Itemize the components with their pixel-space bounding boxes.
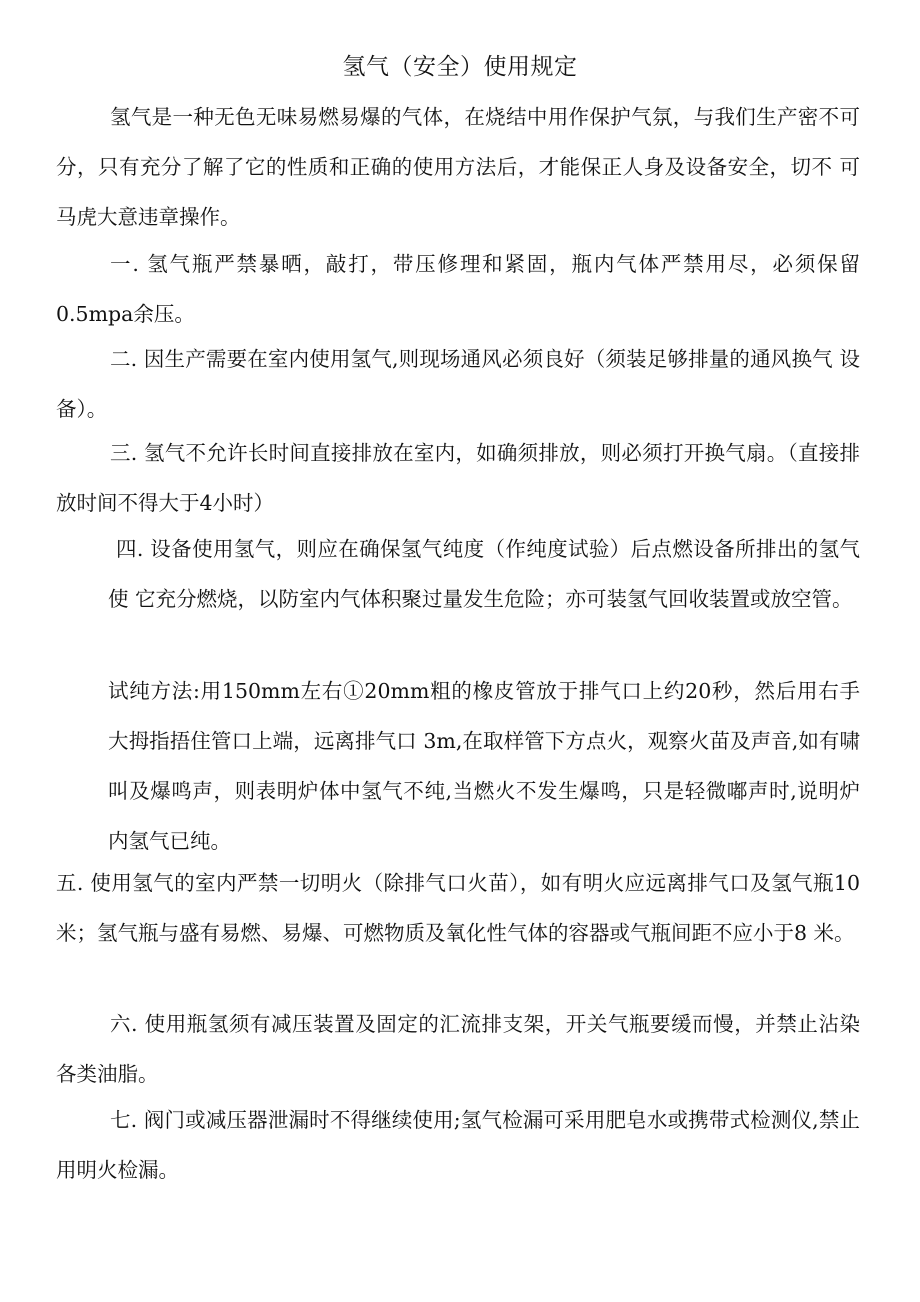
purity-test-paragraph: 试纯方法:用150mm左右①20mm粗的橡皮管放于排气口上约20秒，然后用右手 大拇指捂住管口上端，远离排气口 3m,在取样管下方点火，观察火苗及声音,如有啸叫及爆鸣声，则表明炉体中氢气不纯,当燃火不发生爆鸣，只是轻微嘟声时,说明炉 内氢气已纯。 [108,679,860,853]
rule-6-paragraph: 六. 使用瓶氢须有减压装置及固定的汇流排支架，开关气瓶要缓而慢，并禁止沾染 各类油脂。 [56,1012,860,1086]
rule-7-paragraph: 七. 阀门或减压器泄漏时不得继续使用;氢气检漏可采用肥皂水或携带式检测仪,禁止用明火检漏。 [56,1108,860,1182]
rule-1-paragraph: 一. 氢气瓶严禁暴晒，敲打，带压修理和紧固，瓶内气体严禁用尽，必须保留0.5mpa余压。 [56,252,860,326]
rule-3-paragraph: 三. 氢气不允许长时间直接排放在室内，如确须排放，则必须打开换气扇。（直接排 放时间不得大于4小时） [56,441,860,515]
rule-5-paragraph: 五. 使用氢气的室内严禁一切明火（除排气口火苗），如有明火应远离排气口及氢气瓶10 米；氢气瓶与盛有易燃、易爆、可燃物质及氧化性气体的容器或气瓶间距不应小于8 米。 [56,871,860,945]
rule-4-paragraph: 四. 设备使用氢气，则应在确保氢气纯度（作纯度试验）后点燃设备所排出的氢气使 它充分燃烧，以防室内气体积聚过量发生危险；亦可装氢气回收装置或放空管。 [108,537,860,611]
document-title: 氢气（安全）使用规定 [342,54,578,80]
intro-paragraph: 氢气是一种无色无味易燃易爆的气体，在烧结中用作保护气氛，与我们生产密不可分，只有充分了解了它的性质和正确的使用方法后，才能保正人身及设备安全，切不 可马虎大意违章操作。 [56,105,860,229]
rule-2-paragraph: 二. 因生产需要在室内使用氢气,则现场通风必须良好（须装足够排量的通风换气 设备）。 [56,347,860,421]
